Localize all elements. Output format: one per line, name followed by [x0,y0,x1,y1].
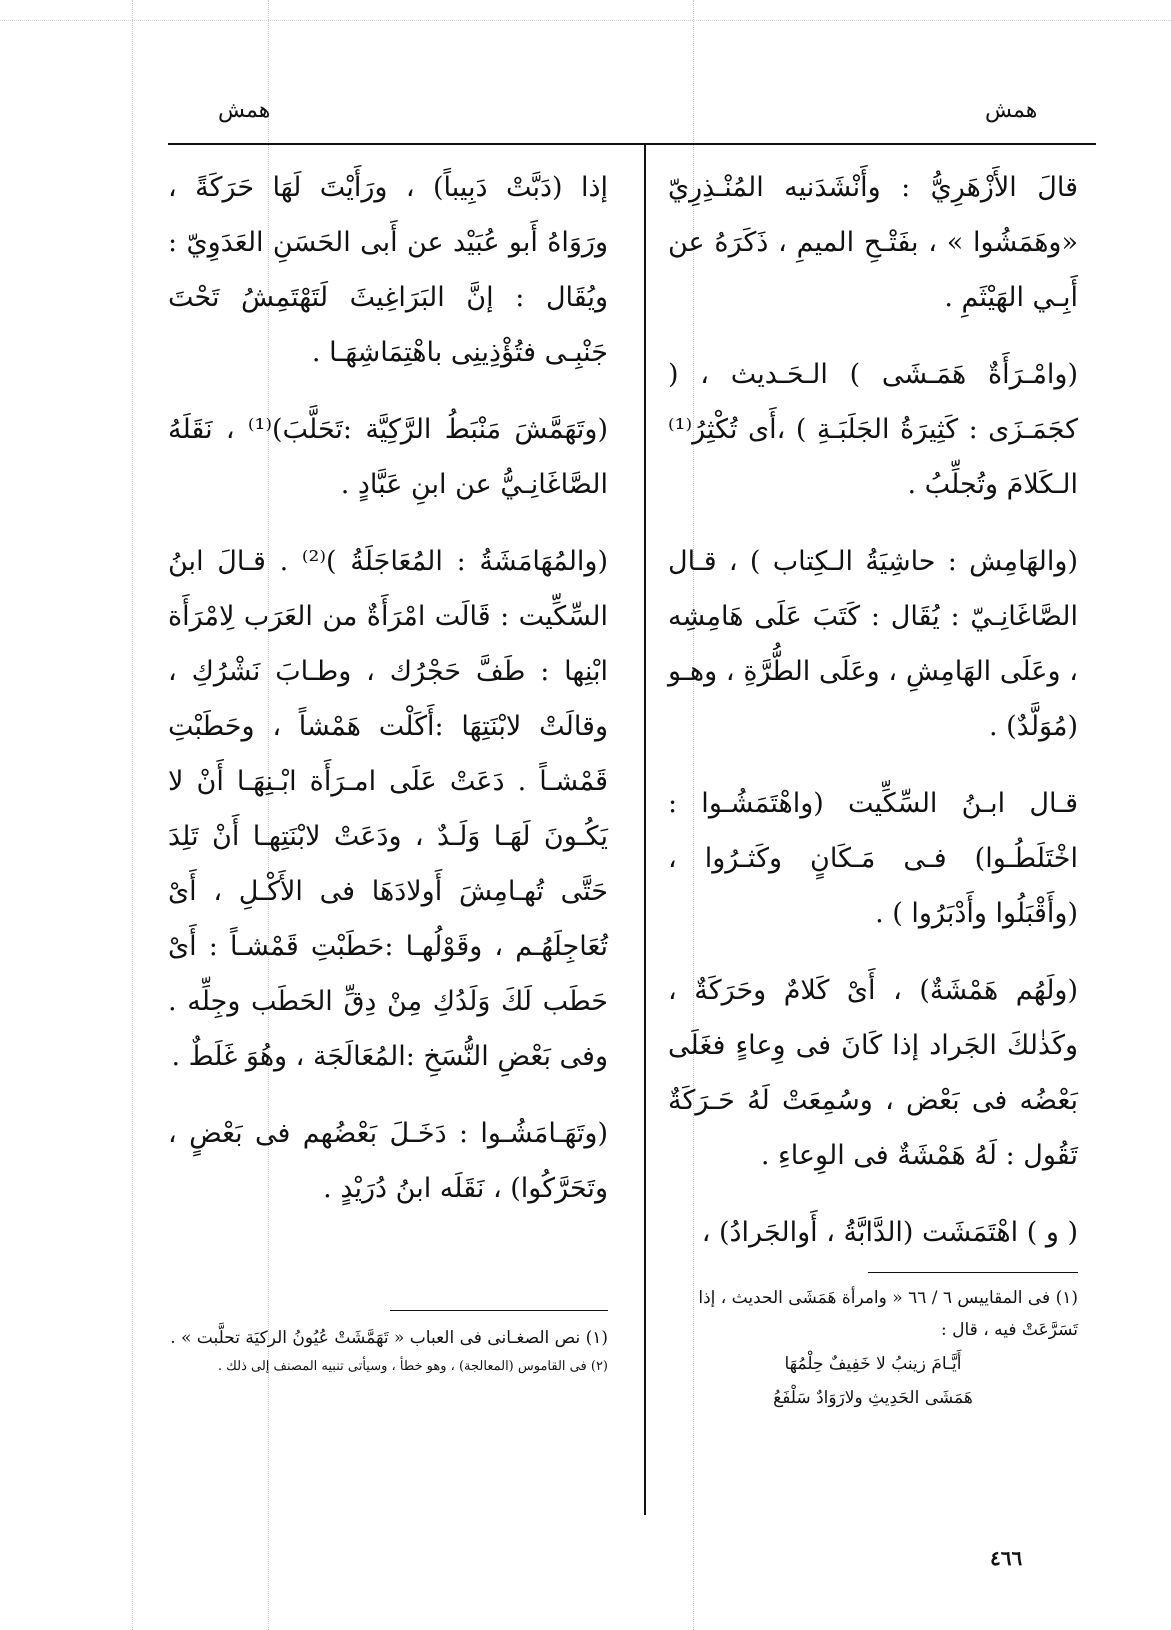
entry-paragraph: (والهَامِش : حاشِيَةُ الـكِتاب ) ، قـال الصَّاغَانِـيّ : يُقَال : كَتَبَ عَلَى هَامِشِه ، وعَلَى الهَامِشِ ، وعَلَى الطُّرَّةِ ، وهـو (مُوَلَّدٌ) . [668,546,1078,742]
footnotes-left [168,1322,608,1380]
entry-paragraph: قالَ الأَزْهَرِيُّ : وأَنْشَدَنيه المُنْـذِرِيّ «وهَمَشُوا » ، بفَتْـحِ الميمِ ، ذَكَرَهُ عن أَبِـي الهَيْثَمِ . [668,172,1078,313]
entry-paragraph: إذا (دَبَّتْ دَبِيباً) ، ورَأَيْتَ لَهَا حَرَكَةً ، ورَوَاهُ أَبو عُبَيْد عن أَبى الحَسَنِ العَدَوِيّ : ويُقَال : إنَّ البَرَاغِيثَ لَتَهْتَمِشُ تَحْتَ جَنْبِـى فتُؤْذِينِى باهْتِمَاشِهَـا . [168,172,608,368]
entry-paragraph: (وتَهَـامَشُـوا : دَخَـلَ بَعْضُهم فى بَعْضٍ ، وتَحَرَّكُوا) ، نَقَلَه ابنُ دُرَيْدٍ . [168,1118,608,1204]
footnote: (١) نص الصغـانى فى العباب « تَهَمَّشَتْ عُيُونُ الركيَة تحلَّبت » . [170,1328,608,1348]
running-head-left: همش [218,98,271,123]
page-number: ٤٦٦ [990,1546,1023,1570]
footnote-rule-right [868,1272,1078,1273]
footnote-rule-left [390,1310,608,1311]
scan-guide-line [0,20,1171,21]
right-column [668,160,1078,1282]
entry-paragraph: ( و ) اهْتَمَشَت (الدَّابَّةُ ، أَوالجَرادُ) ، [701,1217,1078,1248]
entry-paragraph: قـال ابـنُ السِّكِّيت (واهْتَمَشُـوا : اخْتَلَطُـوا) فـى مَـكَانٍ وكَثـرُوا ، (وأَقْبَلُوا وأَدْبَرُوا ) . [668,788,1078,929]
left-column [168,160,608,1238]
footnote: (٢) فى القاموس (المعالجة) ، وهو خطأ ، وسيأتى تنبيه المصنف إلى ذلك . [217,1359,608,1374]
footnotes-right [668,1282,1078,1416]
running-head-right: همش [985,98,1038,123]
header-rule [168,143,1096,145]
column-divider [644,145,646,1515]
entry-paragraph: (والمُهَامَشَةُ : المُعَاجَلَةُ )⁽²⁾ . قـالَ ابنُ السِّكِّيت : قَالَت امْرَأَةٌ من العَرَب لِامْرَأَة ابْنِها : طَفَّ حَجْرُك ، وطـابَ نَشْرُكِ ، وقالَتْ لابْنَتِهَا :أَكَلْت هَمْشاً ، وحَطَبْتِ قَمْشـاً . دَعَتْ عَلَى امـرَأَة ابْـنِهَـا أَنْ لا يَكُـونَ لَهَـا وَلَـدٌ ، ودَعَتْ لابْنَتِهـا أَنْ تَلِدَ حَتَّى تُهـامِشَ أَولادَهَا فى الأَكْـلِ ، أَىْ تُعَاجِلَهُـم ، وقَوْلُهـا :حَطَبْتِ قَمْشـاً : أَىْ حَطَب لَكَ وَلَدُكِ مِنْ دِقِّ الحَطَب وجِلِّه . وفى بَعْضِ النُّسَخِ :المُعَالَجَة ، وهُوَ غَلَطٌ . [168,546,608,1072]
footnote-verse: أَيَّـامَ زينبُ لا خَفِيفٌ حِلْمُهَا [784,1354,962,1374]
scan-guide-line [132,0,133,1630]
footnote: (١) فى المقاييس ٦ / ٦٦ « وامرأة هَمَشَى الحديث ، إذا تَسَرَّعَتْ فيه ، قال : [698,1288,1078,1340]
entry-paragraph: (وتَهَمَّشَ مَنْبَطُ الرَّكِيَّة :تَحَلَّبَ)⁽¹⁾ ، نَقَلَهُ الصَّاغَانِـيُّ عن ابنِ عَبَّادٍ . [168,414,608,500]
footnote-verse: هَمَشَى الحَدِيثِ ولارَوَادٌ سَلْفَعُ [773,1388,973,1408]
entry-paragraph: (ولَهُم هَمْشَةٌ) ، أَىْ كَلامٌ وحَرَكَةٌ ، وكَذٰلكَ الجَراد إذا كَانَ فى وِعاءٍ فغَلَى بَعْضُه فى بَعْض ، وسُمِعَتْ لَهُ حَـرَكَةٌ تَقُول : لَهُ هَمْشَةٌ فى الوِعاءِ . [668,975,1078,1171]
entry-paragraph: (وامْـرَأَةٌ هَمَـشَى ) الـحَـديث ، ( كجَمَـزَى : كَثِيرَةُ الجَلَبَـةِ ) ،أَى تُكْثِرُ⁽¹⁾ الـكَلامَ وتُجلِّبُ . [668,359,1078,500]
